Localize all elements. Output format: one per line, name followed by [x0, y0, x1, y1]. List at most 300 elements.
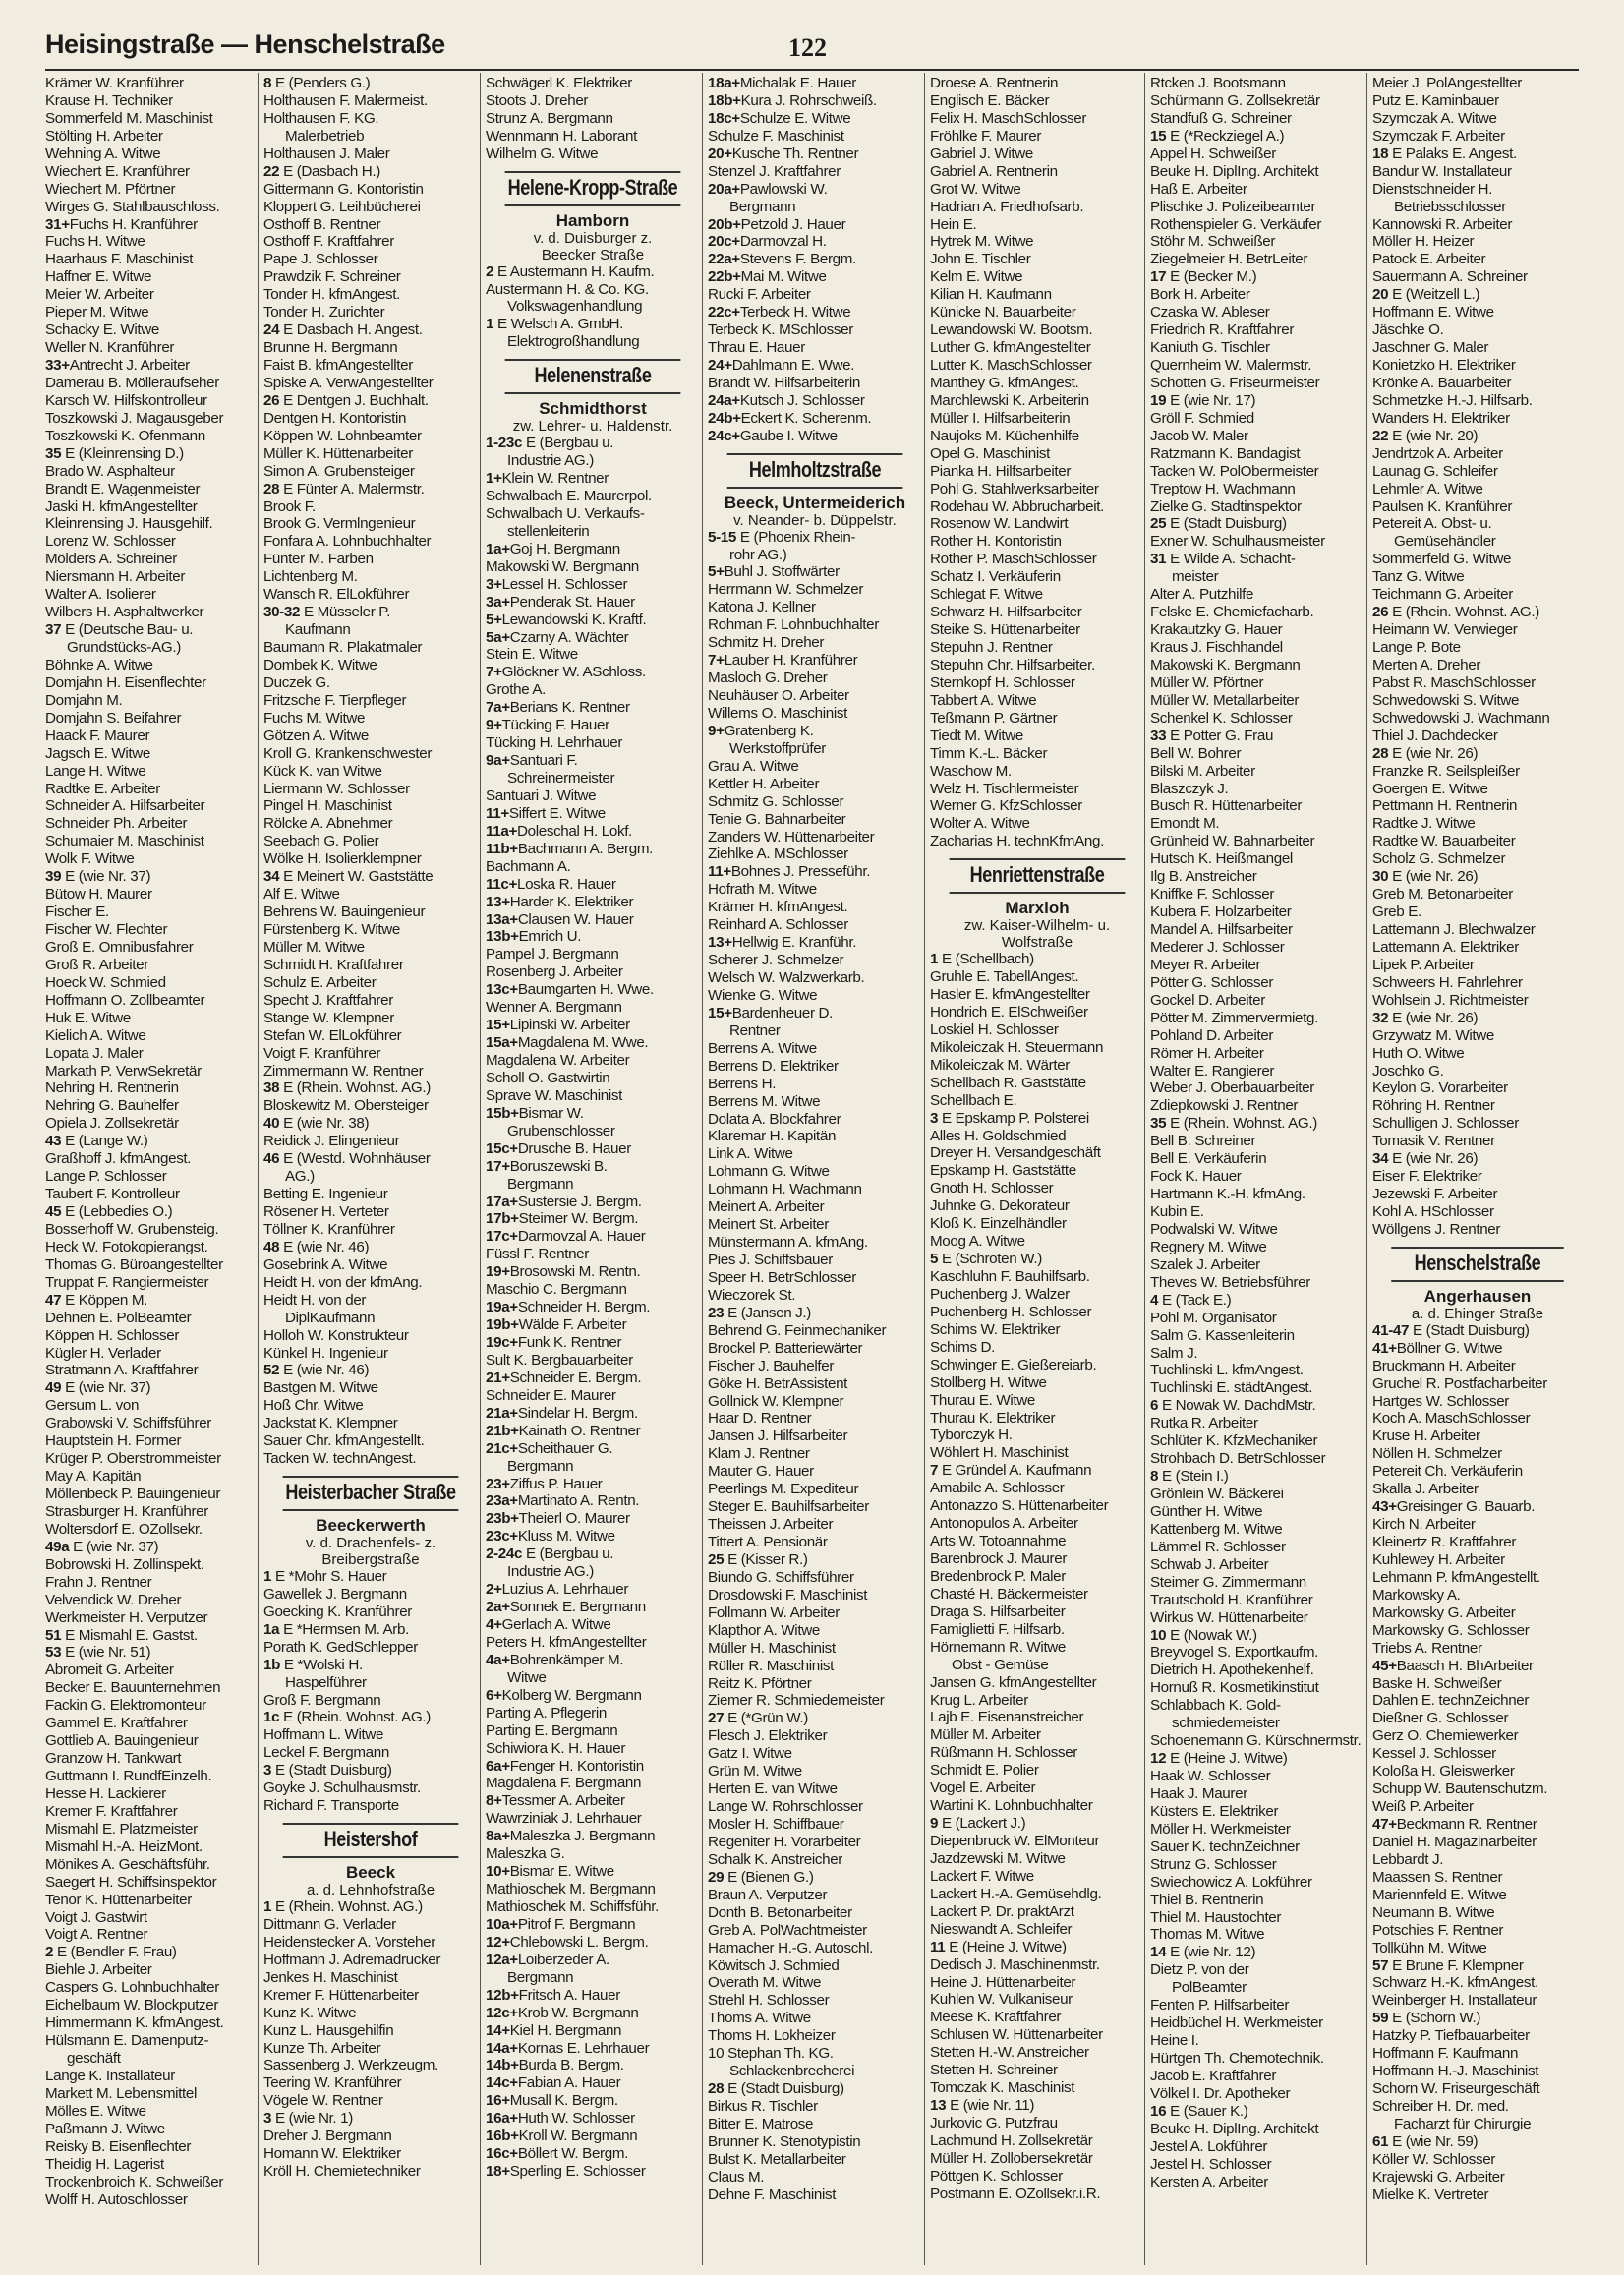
resident-entry: 13c+Baumgarten H. Wwe. — [486, 981, 654, 999]
resident-entry: 8 E (Stein I.) — [1150, 1468, 1229, 1486]
resident-entry: Tonder H. Zurichter — [263, 304, 385, 321]
resident-entry: Schwab J. Arbeiter — [1150, 1555, 1269, 1573]
resident-entry: Pieper M. Witwe — [45, 304, 149, 321]
resident-entry: Bloskewitz M. Obersteiger — [263, 1097, 429, 1115]
resident-entry: 13b+Emrich U. — [486, 928, 582, 946]
resident-entry: Stange W. Klempner — [263, 1009, 394, 1026]
resident-entry: Weiß P. Arbeiter — [1372, 1798, 1474, 1816]
resident-entry: 19+Brosowski M. Rentn. — [486, 1263, 641, 1281]
resident-entry: Krug L. Arbeiter — [930, 1691, 1028, 1709]
resident-entry: Kilian H. Kaufmann — [930, 286, 1052, 304]
resident-entry: Dahlen E. technZeichner — [1372, 1692, 1530, 1710]
resident-entry: Schulligen J. Schlosser — [1372, 1115, 1519, 1133]
resident-entry: Wölke H. Isolierklempner — [263, 850, 422, 868]
resident-entry: Schneider Ph. Arbeiter — [45, 815, 188, 833]
resident-entry: Reidick J. Elingenieur — [263, 1133, 400, 1150]
resident-entry: Herrmann W. Schmelzer — [708, 581, 864, 599]
resident-entry: Rtcken J. Bootsmann — [1150, 75, 1286, 91]
resident-entry: Meier J. PolAngestellter — [1372, 75, 1522, 91]
resident-entry: Makowski K. Bergmann — [1150, 656, 1301, 673]
resident-entry: Rüßmann H. Schlosser — [930, 1744, 1077, 1762]
resident-entry: 3+Lessel H. Schlosser — [486, 575, 628, 593]
resident-entry: 4a+Bohrenkämper M. — [486, 1651, 624, 1668]
resident-entry: Duczek G. — [263, 673, 330, 691]
resident-entry: Timm K.-L. Bäcker — [930, 744, 1048, 762]
resident-entry: Gottlieb A. Bauingenieur — [45, 1732, 199, 1750]
resident-entry: Bergmann — [507, 1968, 574, 1986]
resident-entry: Mathioschek M. Schiffsführ. — [486, 1898, 659, 1915]
resident-entry: 6a+Fenger H. Kontoristin — [486, 1757, 644, 1775]
resident-entry: 1 E (Schellbach) — [930, 951, 1034, 968]
directory-column-4 — [708, 75, 922, 2204]
resident-entry: 14a+Kornas E. Lehrhauer — [486, 2039, 650, 2057]
resident-entry: Tuchlinski L. kfmAngest. — [1150, 1362, 1304, 1379]
resident-entry: 10 E (Nowak W.) — [1150, 1626, 1257, 1644]
resident-entry: Kremer F. Hüttenarbeiter — [263, 1986, 419, 2004]
resident-entry: Karsch W. Hilfskontrolleur — [45, 391, 207, 409]
resident-entry: Pötter G. Schlosser — [1150, 973, 1274, 991]
resident-entry: Schneider E. Maurer — [486, 1386, 616, 1404]
resident-entry: Alf E. Witwe — [263, 886, 340, 904]
resident-entry: 10a+Pitrof F. Bergmann — [486, 1915, 636, 1933]
resident-entry: 8+Tessmer A. Arbeiter — [486, 1792, 625, 1810]
resident-entry: 23b+Theierl O. Maurer — [486, 1510, 630, 1528]
resident-entry: 45+Baasch H. BhArbeiter — [1372, 1657, 1534, 1674]
resident-entry: Dießner G. Schlosser — [1372, 1710, 1509, 1727]
resident-entry: 3 E Epskamp P. Polsterei — [930, 1109, 1089, 1127]
resident-entry: Greb A. PolWachtmeister — [708, 1921, 867, 1939]
resident-entry: 5+Lewandowski K. Kraftf. — [486, 611, 647, 628]
resident-entry: Klapthor A. Witwe — [708, 1621, 820, 1639]
resident-entry: Wirges G. Stahlbauschloss. — [45, 198, 220, 215]
resident-entry: Beuke H. DiplIng. Architekt — [1150, 162, 1319, 180]
resident-entry: Thiel M. Haustochter — [1150, 1908, 1282, 1926]
resident-entry: Jäschke O. — [1372, 321, 1444, 339]
resident-entry: Seebach G. Polier — [263, 833, 379, 850]
resident-entry: Rentner — [729, 1021, 781, 1039]
resident-entry: Kirch N. Arbeiter — [1372, 1516, 1476, 1534]
resident-entry: Lattemann J. Blechwalzer — [1372, 921, 1536, 938]
resident-entry: Schims D. — [930, 1338, 996, 1356]
resident-entry: 41+Böllner G. Witwe — [1372, 1339, 1503, 1357]
resident-entry: Zielke G. Stadtinspektor — [1150, 497, 1302, 515]
resident-entry: 5a+Czarny A. Wächter — [486, 628, 629, 646]
resident-entry: Tücking H. Lehrhauer — [486, 734, 623, 752]
resident-entry: Blaszczyk J. — [1150, 780, 1229, 797]
resident-entry: Stöhr M. Schweißer — [1150, 233, 1276, 251]
resident-entry: 17a+Sustersie J. Bergm. — [486, 1193, 642, 1210]
resident-entry: Haak W. Schlosser — [1150, 1768, 1271, 1784]
street-heading: Heistershof — [283, 1823, 459, 1858]
resident-entry: Jazdzewski M. Witwe — [930, 1849, 1066, 1867]
resident-entry: Goecking K. Kranführer — [263, 1603, 413, 1620]
resident-entry: Thiel B. Rentnerin — [1150, 1891, 1264, 1908]
resident-entry: 22b+Mai M. Witwe — [708, 268, 827, 286]
resident-entry: 12+Chlebowski L. Bergm. — [486, 1933, 649, 1951]
resident-entry: Makowski W. Bergmann — [486, 557, 639, 575]
resident-entry: Ratzmann K. Bandagist — [1150, 444, 1301, 462]
resident-entry: 5-15 E (Phoenix Rhein- — [708, 528, 856, 546]
resident-entry: Strohbach D. BetrSchlosser — [1150, 1450, 1326, 1468]
resident-entry: Meinert St. Arbeiter — [708, 1216, 829, 1234]
resident-entry: Tyborczyk H. — [930, 1427, 1013, 1444]
resident-entry: Jendrtzok A. Arbeiter — [1372, 444, 1503, 462]
resident-entry: Scholl O. Gastwirtin — [486, 1069, 610, 1086]
resident-entry: Schlabbach K. Gold- — [1150, 1697, 1281, 1715]
resident-entry: 4+Gerlach A. Witwe — [486, 1616, 611, 1633]
resident-entry: Herten E. van Witwe — [708, 1780, 838, 1798]
resident-entry: Kelm E. Witwe — [930, 268, 1023, 286]
resident-entry: Sassenberg J. Werkzeugm. — [263, 2057, 438, 2074]
resident-entry: Römer H. Arbeiter — [1150, 1044, 1264, 1062]
resident-entry: Fenten P. Hilfsarbeiter — [1150, 1997, 1290, 2014]
resident-entry: Berrens H. — [708, 1075, 777, 1092]
directory-column-3 — [486, 75, 700, 2181]
resident-entry: 7+Lauber H. Kranführer — [708, 652, 858, 670]
resident-entry: 13 E (wie Nr. 11) — [930, 2097, 1035, 2115]
resident-entry: Lohmann H. Wachmann — [708, 1181, 862, 1198]
resident-entry: Bandur W. Installateur — [1372, 162, 1512, 180]
resident-entry: Scholz G. Schmelzer — [1372, 850, 1506, 868]
resident-entry: Paulsen K. Kranführer — [1372, 497, 1513, 515]
resident-entry: Patock E. Arbeiter — [1372, 251, 1486, 268]
resident-entry: Mölles E. Witwe — [45, 2102, 146, 2120]
resident-entry: Schwägerl K. Elektriker — [486, 75, 632, 91]
resident-entry: Lange P. Bote — [1372, 639, 1461, 656]
resident-entry: Famiglietti F. Hilfsarb. — [930, 1620, 1065, 1638]
resident-entry: Haß E. Arbeiter — [1150, 180, 1247, 198]
resident-entry: Claus M. — [708, 2168, 765, 2186]
resident-entry: 12a+Loiberzeder A. — [486, 1951, 609, 1968]
resident-entry: Tollkühn M. Witwe — [1372, 1939, 1487, 1956]
resident-entry: 30-32 E Müsseler P. — [263, 604, 390, 621]
resident-entry: 20+Kusche Th. Rentner — [708, 145, 859, 162]
resident-entry: Dedisch J. Maschinenmstr. — [930, 1955, 1100, 1973]
resident-entry: Zdiepkowski J. Rentner — [1150, 1097, 1299, 1115]
resident-entry: Obst - Gemüse — [952, 1656, 1049, 1673]
resident-entry: Toszkowski K. Ofenmann — [45, 427, 205, 444]
street-location-note: a. d. Lehnhofstraße — [306, 1882, 435, 1898]
resident-entry: 14 E (wie Nr. 12) — [1150, 1944, 1256, 1961]
resident-entry: Holthausen F. Malermeist. — [263, 91, 428, 109]
resident-entry: Chasté H. Bäckermeister — [930, 1585, 1088, 1603]
resident-entry: Thurau K. Elektriker — [930, 1409, 1056, 1427]
resident-entry: Theves W. Betriebsführer — [1150, 1273, 1310, 1291]
resident-entry: Franzke R. Seilspleißer — [1372, 762, 1520, 780]
resident-entry: Tomasik V. Rentner — [1372, 1133, 1495, 1150]
resident-entry: 2+Luzius A. Lehrhauer — [486, 1581, 629, 1599]
resident-entry: Grünheid W. Bahnarbeiter — [1150, 833, 1315, 850]
resident-entry: Müller M. Arbeiter — [930, 1726, 1041, 1744]
resident-entry: Bosserhoff W. Grubensteig. — [45, 1220, 219, 1238]
resident-entry: Salm J. — [1150, 1344, 1198, 1362]
resident-entry: Pabst R. MaschSchlosser — [1372, 673, 1536, 691]
resident-entry: Osthoff F. Kraftfahrer — [263, 233, 394, 251]
resident-entry: Schenkel K. Schlosser — [1150, 709, 1293, 727]
resident-entry: 9a+Santuari F. — [486, 752, 578, 770]
resident-entry: Koloßa H. Gleiswerker — [1372, 1763, 1515, 1780]
resident-entry: Hein E. — [930, 215, 977, 233]
street-location-note: v. Neander- b. Düppelstr. — [733, 511, 897, 529]
resident-entry: Schwinger E. Gießereiarb. — [930, 1356, 1097, 1373]
resident-entry: 16 E (Sauer K.) — [1150, 2102, 1248, 2120]
resident-entry: Fritzsche F. Tierpfleger — [263, 691, 407, 709]
resident-entry: Heck W. Fotokopierangst. — [45, 1238, 208, 1255]
resident-entry: 28 E (wie Nr. 26) — [1372, 744, 1479, 762]
resident-entry: Schwedowski S. Witwe — [1372, 691, 1520, 709]
resident-entry: Thrau E. Hauer — [708, 339, 805, 357]
resident-entry: Holthausen F. KG. — [263, 109, 379, 127]
resident-entry: Manthey G. kfmAngest. — [930, 374, 1079, 391]
resident-entry: Jestel A. Lokführer — [1150, 2137, 1268, 2155]
resident-entry: Spiske A. VerwAngestellter — [263, 374, 434, 391]
resident-entry: 18a+Michalak E. Hauer — [708, 75, 856, 91]
resident-entry: Wilbers H. Asphaltwerker — [45, 604, 204, 621]
resident-entry: Rodehau W. Abbrucharbeit. — [930, 497, 1104, 515]
resident-entry: Goyke J. Schulhausmstr. — [263, 1779, 421, 1797]
resident-entry: Goergen E. Witwe — [1372, 780, 1488, 797]
resident-entry: 33+Antrecht J. Arbeiter — [45, 357, 190, 374]
resident-entry: 38 E (Rhein. Wohnst. AG.) — [263, 1079, 431, 1097]
resident-entry: 41-47 E (Stadt Duisburg) — [1372, 1321, 1530, 1339]
resident-entry: Walter A. Isolierer — [45, 586, 156, 604]
resident-entry: 1a+Goj H. Bergmann — [486, 540, 620, 557]
resident-entry: Schlegat F. Witwe — [930, 586, 1043, 604]
resident-entry: 18+Sperling E. Schlosser — [486, 2163, 646, 2181]
resident-entry: Postmann E. OZollsekr.i.R. — [930, 2185, 1101, 2202]
resident-entry: 10 Stephan Th. KG. — [708, 2045, 834, 2063]
resident-entry: Heine I. — [1150, 2032, 1199, 2050]
resident-entry: Zacharias H. technKfmAng. — [930, 833, 1104, 850]
resident-entry: Petereit A. Obst- u. — [1372, 515, 1492, 533]
resident-entry: Dolata A. Blockfahrer — [708, 1110, 841, 1128]
resident-entry: Wirkus W. Hüttenarbeiter — [1150, 1608, 1308, 1626]
resident-entry: Meese K. Kraftfahrer — [930, 2009, 1062, 2026]
resident-entry: Jansen J. Hilfsarbeiter — [708, 1428, 848, 1445]
resident-entry: Schims W. Elektriker — [930, 1320, 1061, 1338]
resident-entry: Kunze Th. Arbeiter — [263, 2039, 381, 2057]
resident-entry: Walter E. Rangierer — [1150, 1062, 1275, 1079]
resident-entry: Lattemann A. Elektriker — [1372, 938, 1519, 956]
resident-entry: 9+Gratenberg K. — [708, 722, 814, 739]
resident-entry: Neumann B. Witwe — [1372, 1903, 1495, 1921]
street-location-note: Beecker Straße — [541, 246, 645, 263]
resident-entry: Groß E. Omnibusfahrer — [45, 938, 194, 956]
resident-entry: 31+Fuchs H. Kranführer — [45, 215, 198, 233]
resident-entry: Brado W. Asphalteur — [45, 462, 175, 480]
resident-entry: Rösener H. Verteter — [263, 1203, 389, 1220]
resident-entry: Markath P. VerwSekretär — [45, 1062, 202, 1079]
resident-entry: 23 E (Jansen J.) — [708, 1304, 811, 1321]
resident-entry: Bastgen M. Witwe — [263, 1379, 378, 1397]
resident-entry: Lange W. Rohrschlosser — [708, 1798, 863, 1816]
resident-entry: Opiela J. Zollsekretär — [45, 1115, 179, 1133]
resident-entry: Köppen W. Lohnbeamter — [263, 427, 422, 444]
resident-entry: Hauptstein H. Former — [45, 1432, 182, 1450]
resident-entry: Naujoks M. Küchenhilfe — [930, 427, 1079, 444]
resident-entry: Fröhlke F. Maurer — [930, 127, 1042, 145]
resident-entry: Kuhlen W. Vulkaniseur — [930, 1991, 1073, 2009]
resident-entry: 30 E (wie Nr. 26) — [1372, 868, 1479, 886]
resident-entry: Link A. Witwe — [708, 1145, 793, 1163]
resident-entry: Mosler H. Schiffbauer — [708, 1816, 844, 1834]
resident-entry: Richard F. Transporte — [263, 1797, 399, 1815]
resident-entry: Schürmann G. Zollsekretär — [1150, 91, 1320, 109]
resident-entry: Haak J. Maurer — [1150, 1784, 1247, 1802]
resident-entry: Hytrek M. Witwe — [930, 233, 1034, 251]
resident-entry: Tiedt M. Witwe — [930, 727, 1023, 744]
resident-entry: Alles H. Goldschmied — [930, 1127, 1067, 1144]
resident-entry: Dreyer H. Versandgeschäft — [930, 1144, 1101, 1162]
resident-entry: Hofrath M. Witwe — [708, 881, 817, 899]
resident-entry: Stetten H.-W. Anstreicher — [930, 2044, 1089, 2062]
resident-entry: Holthausen J. Maler — [263, 145, 390, 162]
resident-entry: Haffner E. Witwe — [45, 268, 152, 286]
resident-entry: Felix H. MaschSchlosser — [930, 109, 1087, 127]
resident-entry: Wiechert M. Pförtner — [45, 180, 176, 198]
resident-entry: 5+Buhl J. Stoffwärter — [708, 563, 840, 581]
resident-entry: Draga S. Hilfsarbeiter — [930, 1603, 1066, 1620]
resident-entry: Wenner A. Bergmann — [486, 999, 622, 1017]
directory-column-5 — [930, 75, 1144, 2203]
resident-entry: Leckel F. Bergmann — [263, 1744, 389, 1762]
resident-entry: Kubera F. Holzarbeiter — [1150, 904, 1292, 921]
resident-entry: Heidt H. von der — [263, 1291, 367, 1309]
resident-entry: Krüger P. Oberstrommeister — [45, 1450, 221, 1468]
resident-entry: Wawrziniak J. Lehrhauer — [486, 1810, 642, 1828]
resident-entry: Grzywatz M. Witwe — [1372, 1026, 1494, 1044]
resident-entry: Antonazzo S. Hüttenarbeiter — [930, 1497, 1109, 1515]
resident-entry: Domjahn H. Eisenflechter — [45, 673, 206, 691]
resident-entry: Sauer K. technZeichner — [1150, 1838, 1300, 1855]
resident-entry: 43+Greisinger G. Bauarb. — [1372, 1498, 1536, 1516]
resident-entry: Sternkopf H. Schlosser — [930, 673, 1075, 691]
resident-entry: Gatz I. Witwe — [708, 1745, 792, 1763]
resident-entry: Kremer F. Kraftfahrer — [45, 1802, 178, 1820]
resident-entry: Möller H. Werkmeister — [1150, 1820, 1291, 1838]
resident-entry: Bilski M. Arbeiter — [1150, 762, 1255, 780]
resident-entry: Kaufmann — [285, 621, 351, 639]
resident-entry: Weinberger H. Installateur — [1372, 1992, 1537, 2010]
resident-entry: Bell B. Schreiner — [1150, 1133, 1256, 1150]
district-heading: Beeckerwerth — [316, 1516, 426, 1536]
resident-entry: Porath K. GedSchlepper — [263, 1638, 418, 1656]
resident-entry: 21a+Sindelar H. Bergm. — [486, 1404, 638, 1422]
resident-entry: Jurkovic G. Putzfrau — [930, 2115, 1058, 2132]
resident-entry: Heidt H. von der kfmAng. — [263, 1273, 423, 1291]
resident-entry: Müller W. Pförtner — [1150, 673, 1264, 691]
resident-entry: 11c+Loska R. Hauer — [486, 875, 616, 893]
resident-entry: Fischer E. — [45, 904, 109, 921]
resident-entry: 48 E (wie Nr. 46) — [263, 1238, 370, 1255]
resident-entry: Mikoleiczak H. Steuermann — [930, 1038, 1104, 1056]
resident-entry: Guttmann I. RundfEinzelh. — [45, 1768, 212, 1784]
resident-entry: Lebbardt J. — [1372, 1850, 1444, 1868]
resident-entry: Kloppert G. Leihbücherei — [263, 198, 421, 215]
resident-entry: Krajewski G. Arbeiter — [1372, 2168, 1505, 2186]
resident-entry: Heine J. Hüttenarbeiter — [930, 1973, 1076, 1991]
resident-entry: Rölcke A. Abnehmer — [263, 815, 393, 833]
resident-entry: Trautschold H. Kranführer — [1150, 1591, 1313, 1608]
resident-entry: Köller W. Schlosser — [1372, 2150, 1496, 2168]
resident-entry: Dombek K. Witwe — [263, 656, 377, 673]
resident-entry: Gersum L. von — [45, 1397, 140, 1415]
resident-entry: Kniffke F. Schlosser — [1150, 886, 1275, 904]
resident-entry: Göke H. BetrAssistent — [708, 1374, 848, 1392]
resident-entry: Maschio C. Bergmann — [486, 1281, 627, 1299]
resident-entry: Rucki F. Arbeiter — [708, 286, 811, 304]
resident-entry: Lange H. Witwe — [45, 762, 146, 780]
resident-entry: Hasler E. kfmAngestellter — [930, 986, 1090, 1004]
resident-entry: Künkel H. Ingenieur — [263, 1344, 388, 1362]
resident-entry: Hoffmann H.-J. Maschinist — [1372, 2063, 1539, 2080]
resident-entry: Hutsch K. Heißmangel — [1150, 850, 1293, 868]
resident-entry: Prawdzik F. Schreiner — [263, 268, 401, 286]
resident-entry: 25 E (Stadt Duisburg) — [1150, 515, 1287, 533]
resident-entry: 40 E (wie Nr. 38) — [263, 1115, 370, 1133]
resident-entry: 1a E *Hermsen M. Arb. — [263, 1620, 409, 1638]
resident-entry: 15a+Magdalena M. Wwe. — [486, 1034, 649, 1052]
resident-entry: Thiel J. Dachdecker — [1372, 727, 1498, 744]
resident-entry: Tuchlinski E. städtAngest. — [1150, 1379, 1313, 1397]
resident-entry: Stepuhn Chr. Hilfsarbeiter. — [930, 656, 1095, 673]
resident-entry: 16b+Kroll W. Bergmann — [486, 2128, 638, 2145]
resident-entry: 51 E Mismahl E. Gastst. — [45, 1626, 198, 1644]
resident-entry: Mismahl E. Platzmeister — [45, 1820, 198, 1838]
resident-entry: Kröll H. Chemietechniker — [263, 2163, 421, 2181]
resident-entry: Exner W. Schulhausmeister — [1150, 533, 1325, 551]
resident-entry: 61 E (wie Nr. 59) — [1372, 2132, 1479, 2150]
resident-entry: Magdalena W. Arbeiter — [486, 1052, 630, 1069]
resident-entry: Betting E. Ingenieur — [263, 1186, 388, 1203]
resident-entry: Triebs A. Rentner — [1372, 1639, 1482, 1657]
resident-entry: Becker E. Bauunternehmen — [45, 1679, 221, 1697]
resident-entry: Waschow M. — [930, 762, 1012, 780]
resident-entry: Bergmann — [729, 198, 796, 215]
resident-entry: Industrie AG.) — [507, 1563, 594, 1581]
resident-entry: Diepenbruck W. ElMonteur — [930, 1833, 1100, 1850]
resident-entry: 49 E (wie Nr. 37) — [45, 1379, 151, 1397]
resident-entry: Abromeit G. Arbeiter — [45, 1662, 174, 1679]
resident-entry: Schellbach E. — [930, 1091, 1017, 1109]
resident-entry: Wennmann H. Laborant — [486, 127, 637, 145]
resident-entry: 34 E Meinert W. Gaststätte — [263, 868, 434, 886]
resident-entry: Gabriel A. Rentnerin — [930, 162, 1058, 180]
resident-entry: Schmetzke H.-J. Hilfsarb. — [1372, 391, 1533, 409]
resident-entry: 13+Harder K. Elektriker — [486, 893, 634, 910]
resident-entry: Werkstoffprüfer — [729, 739, 827, 757]
district-heading: Hamborn — [555, 210, 630, 230]
resident-entry: Willems O. Maschinist — [708, 704, 848, 722]
resident-entry: Mathioschek M. Bergmann — [486, 1881, 656, 1898]
resident-entry: Jacob W. Maler — [1150, 427, 1248, 444]
resident-entry: Hondrich E. ElSchweißer — [930, 1003, 1088, 1021]
resident-entry: Swiechowicz A. Lokführer — [1150, 1873, 1312, 1891]
resident-entry: Mönikes A. Geschäftsführ. — [45, 1855, 210, 1873]
resident-entry: 21+Schneider E. Bergm. — [486, 1369, 642, 1386]
resident-entry: 31 E Wilde A. Schacht- — [1150, 551, 1296, 568]
resident-entry: Maleszka G. — [486, 1845, 565, 1863]
resident-entry: meister — [1172, 568, 1219, 586]
resident-entry: Granzow H. Tankwart — [45, 1750, 182, 1768]
resident-entry: Schwalbach U. Verkaufs- — [486, 504, 645, 522]
resident-entry: Gabriel J. Witwe — [930, 145, 1033, 162]
resident-entry: Ziegelmeier H. BetrLeiter — [1150, 251, 1308, 268]
resident-entry: Heimann W. Verwieger — [1372, 621, 1518, 639]
resident-entry: 32 E (wie Nr. 26) — [1372, 1009, 1479, 1026]
resident-entry: 20c+Darmovzal H. — [708, 233, 827, 251]
resident-entry: Theissen J. Arbeiter — [708, 1516, 834, 1534]
